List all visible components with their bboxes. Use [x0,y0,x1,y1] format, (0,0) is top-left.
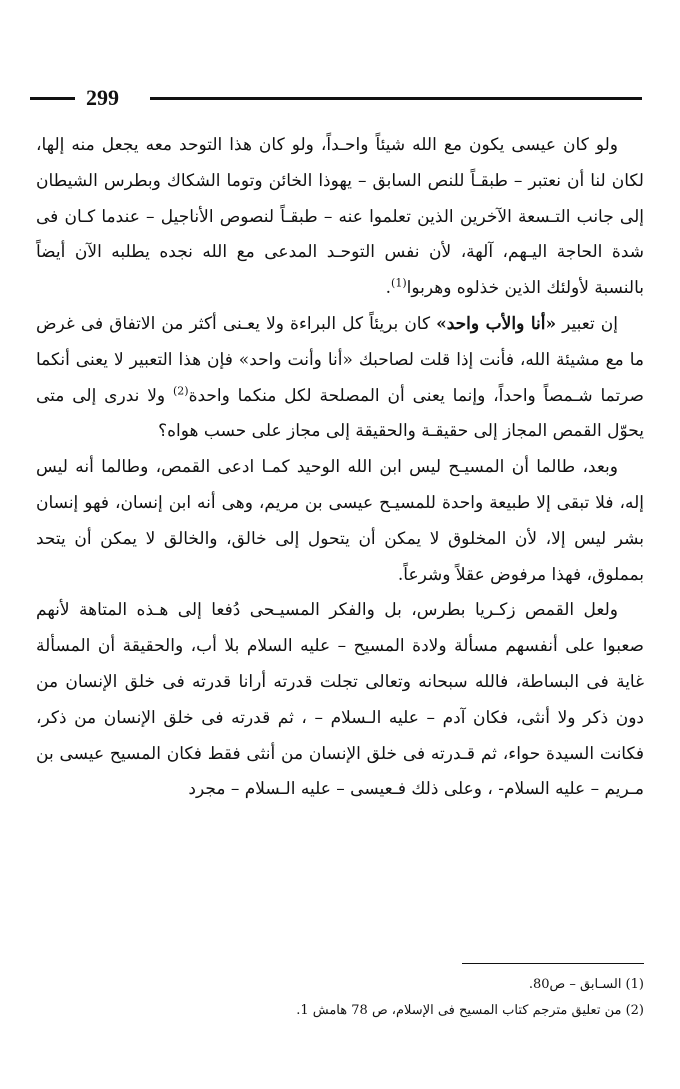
body-text [36,128,644,808]
header-rule-right [150,97,642,100]
paragraph-2 [36,307,644,450]
paragraph-1-tail: . [385,278,392,299]
paragraph-4 [36,593,644,808]
footnote-ref-2: (2) [172,383,189,397]
paragraph-4-text: ولعل القمص زكـريا بطرس، بل والفكر المسيـحى دُفعا إلى هـذه المتاهة لأنهم صعبوا على أنفسهم مسألة ولادة المسيح – عليه السلام بلا أب، والحقيقة أن المسألة غاية فى البساطة، فالله سبحانه وتعالى تجلت قدرته أرانا قدرته فى خلق الإنسان من دون ذكر ولا أنثى، فكان آدم – عليه الـسلام – ، ثم قدرته فى خلق الإنسان من ذكر، فكانت السيدة حواء، ثم قـدرته فى خلق الإنسان من أنثى فقط فكان المسيح عيسى بن مـريم – عليه السلام- ، وعلى ذلك فـعيسى – عليه الـسلام – مجرد [36,600,644,800]
paragraph-2-pre: إن تعبير [556,313,618,334]
paragraph-3 [36,450,644,593]
footnote-ref-1: (1) [391,276,407,290]
page-number: 299 [86,85,119,110]
footnote-1: (1) السـابق – ص80. [528,977,644,992]
page-header [30,86,642,110]
footnote-separator [462,963,644,964]
quoted-phrase: «أنا والأب واحد» [436,313,557,334]
paragraph-1 [36,128,644,307]
paragraph-2-tail: ولا ندرى إلى متى يحوّل القمص المجاز إلى حقيقـة والحقيقة إلى مجاز على حسب هواه؟ [36,385,644,442]
footnotes [36,972,644,1024]
paragraph-1-text: ولو كان عيسى يكون مع الله شيئاً واحـداً، ولو كان هذا التوحد معه يجعل منه إلها، لكان لنا أن نعتبر – طبقـاً للنص السابق – يهوذا الخائن وتوما الشكاك وبطرس الشيطان إلى جانب التـسعة الآخرين الذين تعلموا عنه – طبقـاً لنصوص الأناجيل – عندما كـان فى شدة الحاجة اليـهم، آلهة، لأن نفس التوحـد المدعى مع الله نجده يطلبه الآن أيضاً بالنسبة لأولئك الذين خذلوه وهربوا [36,135,644,299]
footnote-2: (2) من تعليق مترجم كتاب المسيح فى الإسلام، ص 78 هامش 1. [296,1003,644,1018]
header-rule-left [30,97,75,100]
paragraph-2-text: كان بريئاً كل البراءة ولا يعـنى أكثر من الاتفاق فى غرض ما مع مشيئة الله، فأنت إذا قلت لصاحبك «أنا وأنت واحد» فإن هذا التعبير لا يعنى أنكما صرتما شـمصاً واحداً، وإنما يعنى أن المصلحة لكل منكما واحدة [36,313,644,406]
paragraph-3-text: وبعد، طالما أن المسيـح ليس ابن الله الوحيد كمـا ادعى القمص، وطالما أنه ليس إله، فلا تبقى إلا طبيعة واحدة للمسيـح عيسى بن مريم، وهى أنه ابن إنسان، فهو إنسان بشر ليس إلا، لأن المخلوق لا يمكن أن يتحول إلى خالق، والخالق لا يمكن أن يتحد بمملوق، فهذا مرفوض عقلاً وشرعاً. [36,457,644,585]
